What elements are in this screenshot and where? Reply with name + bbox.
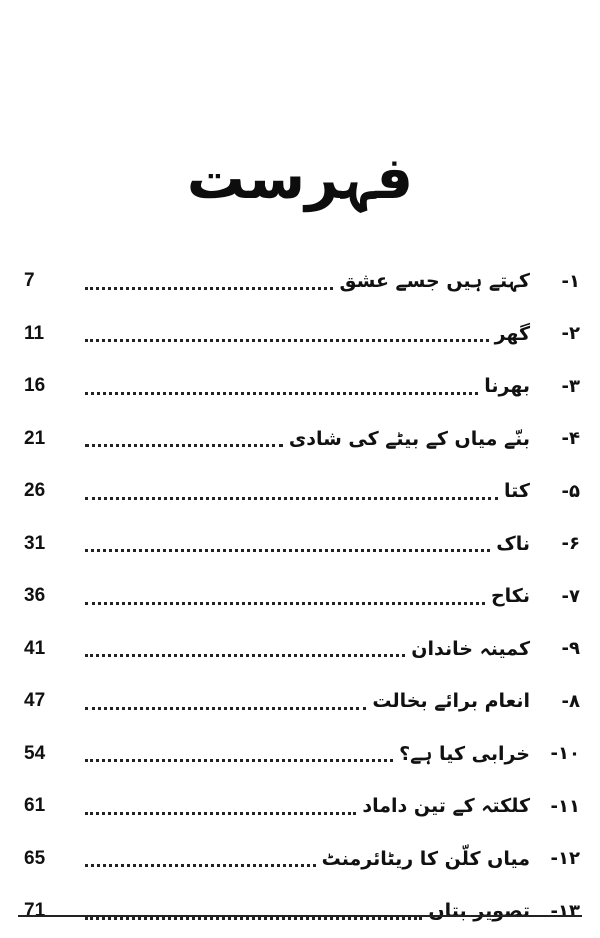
toc-entry-title: بنّے میاں کے بیٹے کی شادی [288,427,530,450]
table-of-contents [20,255,580,938]
toc-row [20,465,580,518]
toc-entry-number: ۷- [561,585,580,607]
toc-row [20,360,580,413]
dot-leader [85,287,333,290]
toc-entry [75,480,580,502]
toc-entry-number: ۵- [561,480,580,502]
toc-entry-number: ۹- [561,638,580,660]
dot-leader [85,707,366,710]
toc-page-number: 26 [24,480,46,502]
toc-page-number: 31 [24,532,46,554]
toc-row [20,623,580,676]
toc-entry [75,323,580,345]
dot-leader [85,759,393,762]
toc-page-number: 61 [24,795,46,817]
toc-entry-number: ۱۲- [550,848,580,870]
toc-entry [75,375,580,397]
toc-entry-number: ۳- [561,375,580,397]
page-title: فہرست [186,144,414,212]
toc-entry [75,585,580,607]
toc-row [20,833,580,886]
toc-row [20,570,580,623]
toc-page-number: 11 [24,322,45,344]
dot-leader [85,339,489,342]
toc-entry-number: ۱- [561,270,580,292]
toc-page-number: 21 [24,427,46,449]
toc-page-number: 36 [24,585,46,607]
toc-page-number: 7 [24,270,35,292]
dot-leader [85,444,283,447]
toc-entry-title: گھر [494,322,530,345]
toc-row [20,885,580,938]
toc-entry-title: تصویر بتاں [428,900,530,923]
toc-page-number: 65 [24,847,46,869]
toc-entry-title: انعام برائے بخالت [372,690,530,713]
bottom-rule [18,915,582,917]
toc-entry [75,428,580,450]
dot-leader [85,549,490,552]
toc-entry-number: ۱۰- [550,743,580,765]
dot-leader [85,917,422,920]
toc-entry-title: کتا [504,480,530,503]
toc-page-number: 16 [24,375,46,397]
toc-entry-number: ۸- [561,690,580,712]
toc-entry-title: ناک [496,532,530,555]
toc-entry-number: ۱۱- [550,795,580,817]
toc-entry [75,795,580,817]
toc-row [20,308,580,361]
toc-entry-title: خرابی کیا ہے؟ [399,742,530,765]
toc-entry [75,638,580,660]
toc-row [20,255,580,308]
dot-leader [85,812,356,815]
toc-entry-title: کمینہ خاندان [411,637,530,660]
toc-entry [75,690,580,712]
toc-entry-title: بھرنا [484,375,530,398]
toc-page-number: 54 [24,742,46,764]
toc-entry-number: ۲- [561,323,580,345]
toc-row [20,518,580,571]
toc-row [20,675,580,728]
dot-leader [85,864,316,867]
toc-row [20,728,580,781]
toc-page-number: 47 [24,690,46,712]
toc-entry [75,743,580,765]
toc-entry-title: نکاح [490,585,530,608]
toc-entry [75,848,580,870]
toc-entry-title: کہتے ہیں جسے عشق [339,270,530,293]
toc-entry-number: ۶- [561,533,580,555]
toc-entry [75,900,580,922]
toc-entry-title: میاں کلّن کا ریٹائرمنٹ [321,847,530,870]
toc-row [20,413,580,466]
toc-entry [75,533,580,555]
toc-row [20,780,580,833]
dot-leader [85,602,485,605]
toc-page-number: 71 [24,900,46,922]
dot-leader [85,392,478,395]
dot-leader [85,497,498,500]
toc-entry-title: کلکتہ کے تین داماد [362,795,530,818]
dot-leader [85,654,405,657]
toc-entry-number: ۱۳- [550,900,580,922]
toc-page-number: 41 [24,637,46,659]
toc-entry-number: ۴- [561,428,580,450]
toc-entry [75,270,580,292]
